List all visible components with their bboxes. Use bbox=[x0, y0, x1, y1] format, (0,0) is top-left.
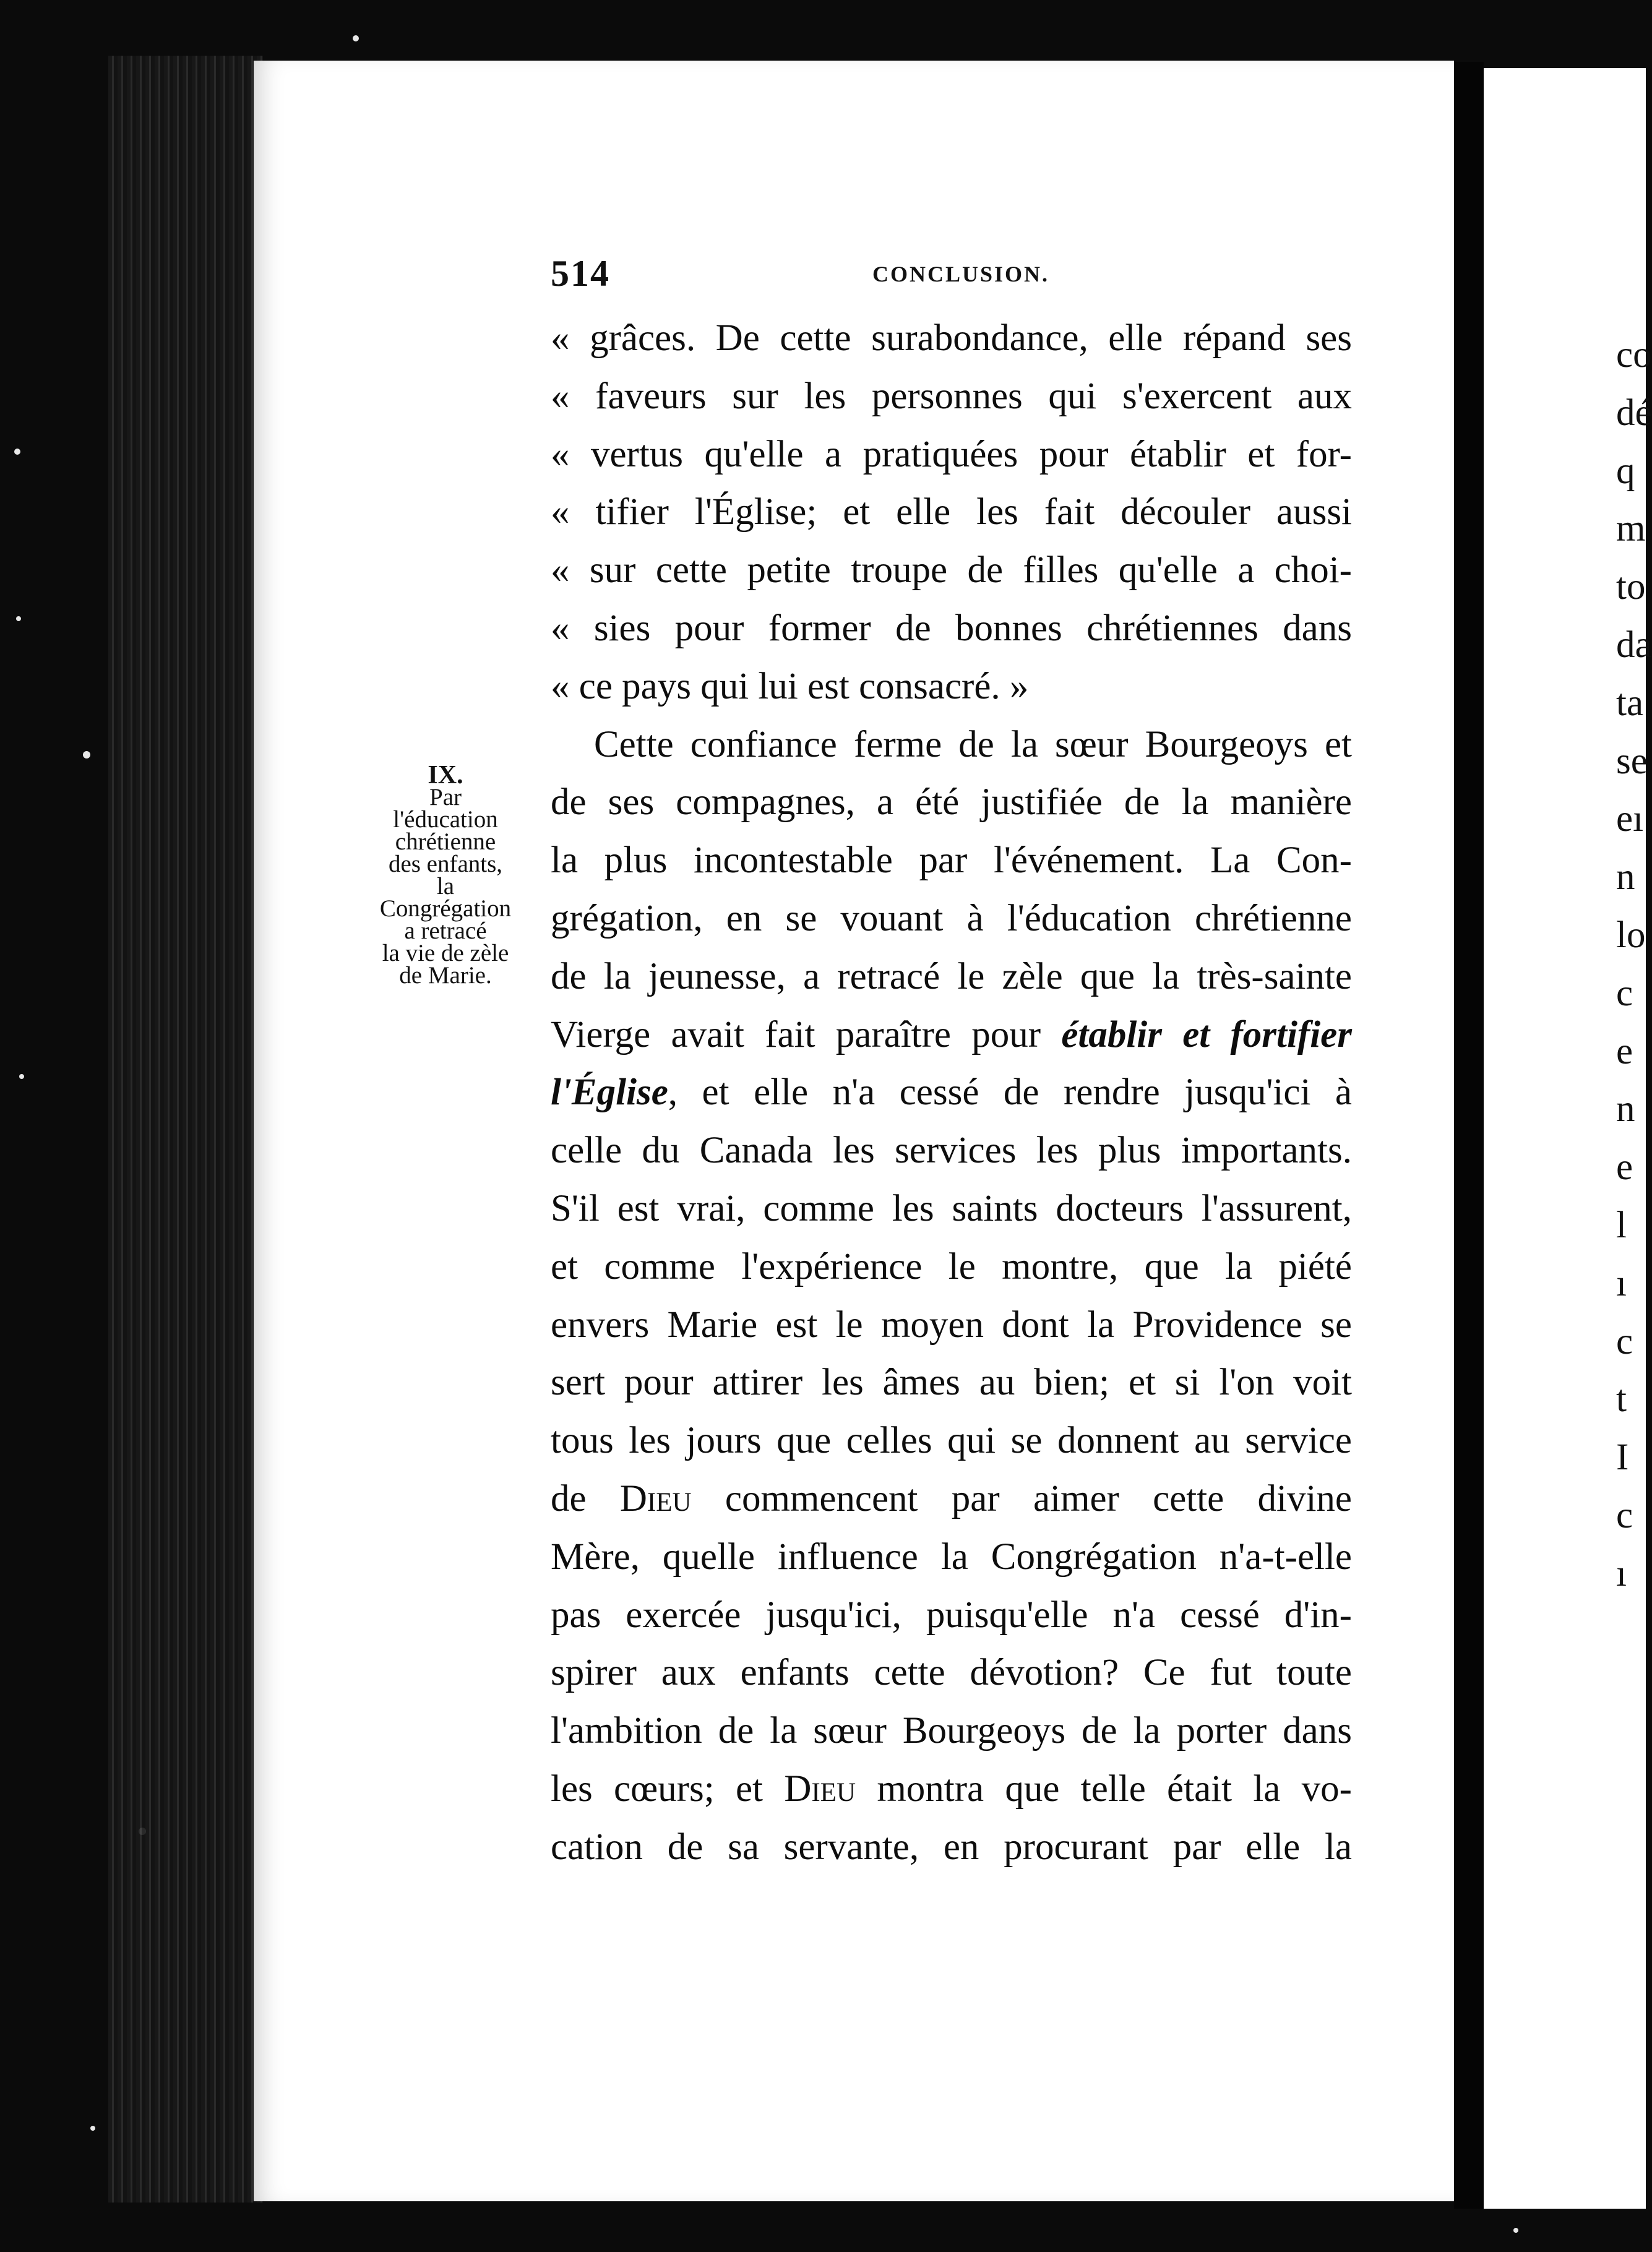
text-line: de la jeunesse, a retracé le zèle que la très-sainte bbox=[551, 955, 1352, 997]
small-caps-word: Dieu bbox=[784, 1768, 856, 1810]
margin-line: Par bbox=[429, 784, 462, 810]
facing-fragment: ta bbox=[1616, 682, 1644, 724]
facing-fragment: I bbox=[1616, 1437, 1629, 1479]
text-line: S'il est vrai, comme les saints docteurs l'assurent, bbox=[551, 1187, 1352, 1229]
facing-fragment: c bbox=[1616, 1494, 1633, 1536]
book-spine bbox=[108, 56, 263, 2203]
running-head: CONCLUSION. bbox=[872, 262, 1050, 286]
text-line: cation de sa servante, en procurant par elle la bbox=[551, 1826, 1352, 1868]
facing-fragment: co bbox=[1616, 334, 1652, 376]
text-line: « sies pour former de bonnes chrétiennes dans bbox=[551, 607, 1352, 649]
italic-phrase: l'Église bbox=[551, 1072, 668, 1114]
text-line bbox=[551, 1006, 1352, 1064]
text-line: spirer aux enfants cette dévotion? Ce fut toute bbox=[551, 1652, 1352, 1694]
text-line: pas exercée jusqu'ici, puisqu'elle n'a cessé d'in- bbox=[551, 1594, 1352, 1636]
text-segment: , et elle n'a cessé de rendre jusqu'ici à bbox=[668, 1072, 1352, 1114]
facing-fragment: eı bbox=[1616, 798, 1644, 840]
text-line: l'ambition de la sœur Bourgeoys de la porter dans bbox=[551, 1710, 1352, 1752]
page-header bbox=[551, 252, 1352, 296]
text-line: tous les jours que celles qui se donnent au service bbox=[551, 1420, 1352, 1462]
italic-phrase: établir et fortifier bbox=[1061, 1013, 1353, 1055]
text-line: « tifier l'Église; et elle les fait découler aussi bbox=[551, 491, 1352, 533]
margin-line: la vie de zèle bbox=[382, 940, 509, 966]
text-line: grégation, en se vouant à l'éducation chrétienne bbox=[551, 897, 1352, 939]
text-segment: les cœurs; et bbox=[551, 1768, 785, 1810]
text-line: envers Marie est le moyen dont la Providence se bbox=[551, 1304, 1352, 1346]
facing-page-text bbox=[1616, 326, 1652, 1603]
facing-fragment: da bbox=[1616, 624, 1652, 666]
facing-fragment: n bbox=[1616, 856, 1635, 898]
facing-fragment: n bbox=[1616, 1088, 1635, 1130]
facing-fragment: ı bbox=[1616, 1552, 1627, 1594]
text-line: « grâces. De cette surabondance, elle répand ses bbox=[551, 317, 1352, 359]
facing-fragment: c bbox=[1616, 1320, 1633, 1362]
text-line: et comme l'expérience le montre, que la piété bbox=[551, 1245, 1352, 1287]
facing-fragment: t bbox=[1616, 1378, 1627, 1420]
text-line: « sur cette petite troupe de filles qu'elle a choi- bbox=[551, 549, 1352, 591]
margin-line: de Marie. bbox=[399, 962, 492, 989]
text-segment: de bbox=[551, 1477, 620, 1519]
facing-fragment: lo bbox=[1616, 914, 1646, 956]
margin-line: des enfants, bbox=[388, 851, 503, 877]
section-number: IX. bbox=[428, 761, 463, 789]
text-line: « ce pays qui lui est consacré. » bbox=[551, 665, 1029, 707]
facing-fragment: e bbox=[1616, 1146, 1633, 1188]
margin-line: l'éducation bbox=[393, 806, 498, 833]
text-line: Cette confiance ferme de la sœur Bourgeoys et bbox=[594, 723, 1352, 765]
text-line: « faveurs sur les personnes qui s'exercent aux bbox=[551, 375, 1352, 417]
page-number: 514 bbox=[551, 253, 610, 294]
facing-fragment: ı bbox=[1616, 1262, 1627, 1304]
facing-fragment: dé bbox=[1616, 392, 1652, 434]
page-gutter bbox=[1454, 62, 1484, 2209]
text-line bbox=[551, 1760, 1352, 1818]
facing-fragment: q bbox=[1616, 450, 1635, 492]
facing-fragment: l bbox=[1616, 1204, 1627, 1246]
margin-line: a retracé bbox=[404, 918, 487, 944]
text-line: de ses compagnes, a été justifiée de la manière bbox=[551, 781, 1352, 823]
text-segment: Vierge avait fait paraître pour bbox=[551, 1013, 1062, 1055]
text-line bbox=[551, 1064, 1352, 1122]
margin-line: la bbox=[436, 873, 455, 900]
text-line bbox=[551, 1470, 1352, 1528]
facing-fragment: se bbox=[1616, 740, 1648, 782]
text-segment: commencent par aimer cette divine bbox=[691, 1477, 1353, 1519]
margin-line: Congrégation bbox=[379, 895, 512, 922]
text-line: sert pour attirer les âmes au bien; et si l'on voit bbox=[551, 1362, 1352, 1404]
facing-fragment: m bbox=[1616, 508, 1646, 550]
text-line: celle du Canada les services les plus importants. bbox=[551, 1130, 1352, 1172]
text-line: Mère, quelle influence la Congrégation n'a-t-elle bbox=[551, 1536, 1352, 1578]
text-line: la plus incontestable par l'événement. La Con- bbox=[551, 840, 1352, 882]
text-segment: montra que telle était la vo- bbox=[856, 1768, 1352, 1810]
facing-fragment: to bbox=[1616, 566, 1646, 608]
facing-fragment: e bbox=[1616, 1030, 1633, 1072]
margin-line: chrétienne bbox=[395, 828, 496, 855]
facing-fragment: c bbox=[1616, 972, 1633, 1014]
text-line: « vertus qu'elle a pratiquées pour établir et for- bbox=[551, 433, 1352, 475]
marginal-note bbox=[359, 761, 532, 989]
body-text bbox=[551, 309, 1352, 1876]
small-caps-word: Dieu bbox=[619, 1477, 692, 1519]
